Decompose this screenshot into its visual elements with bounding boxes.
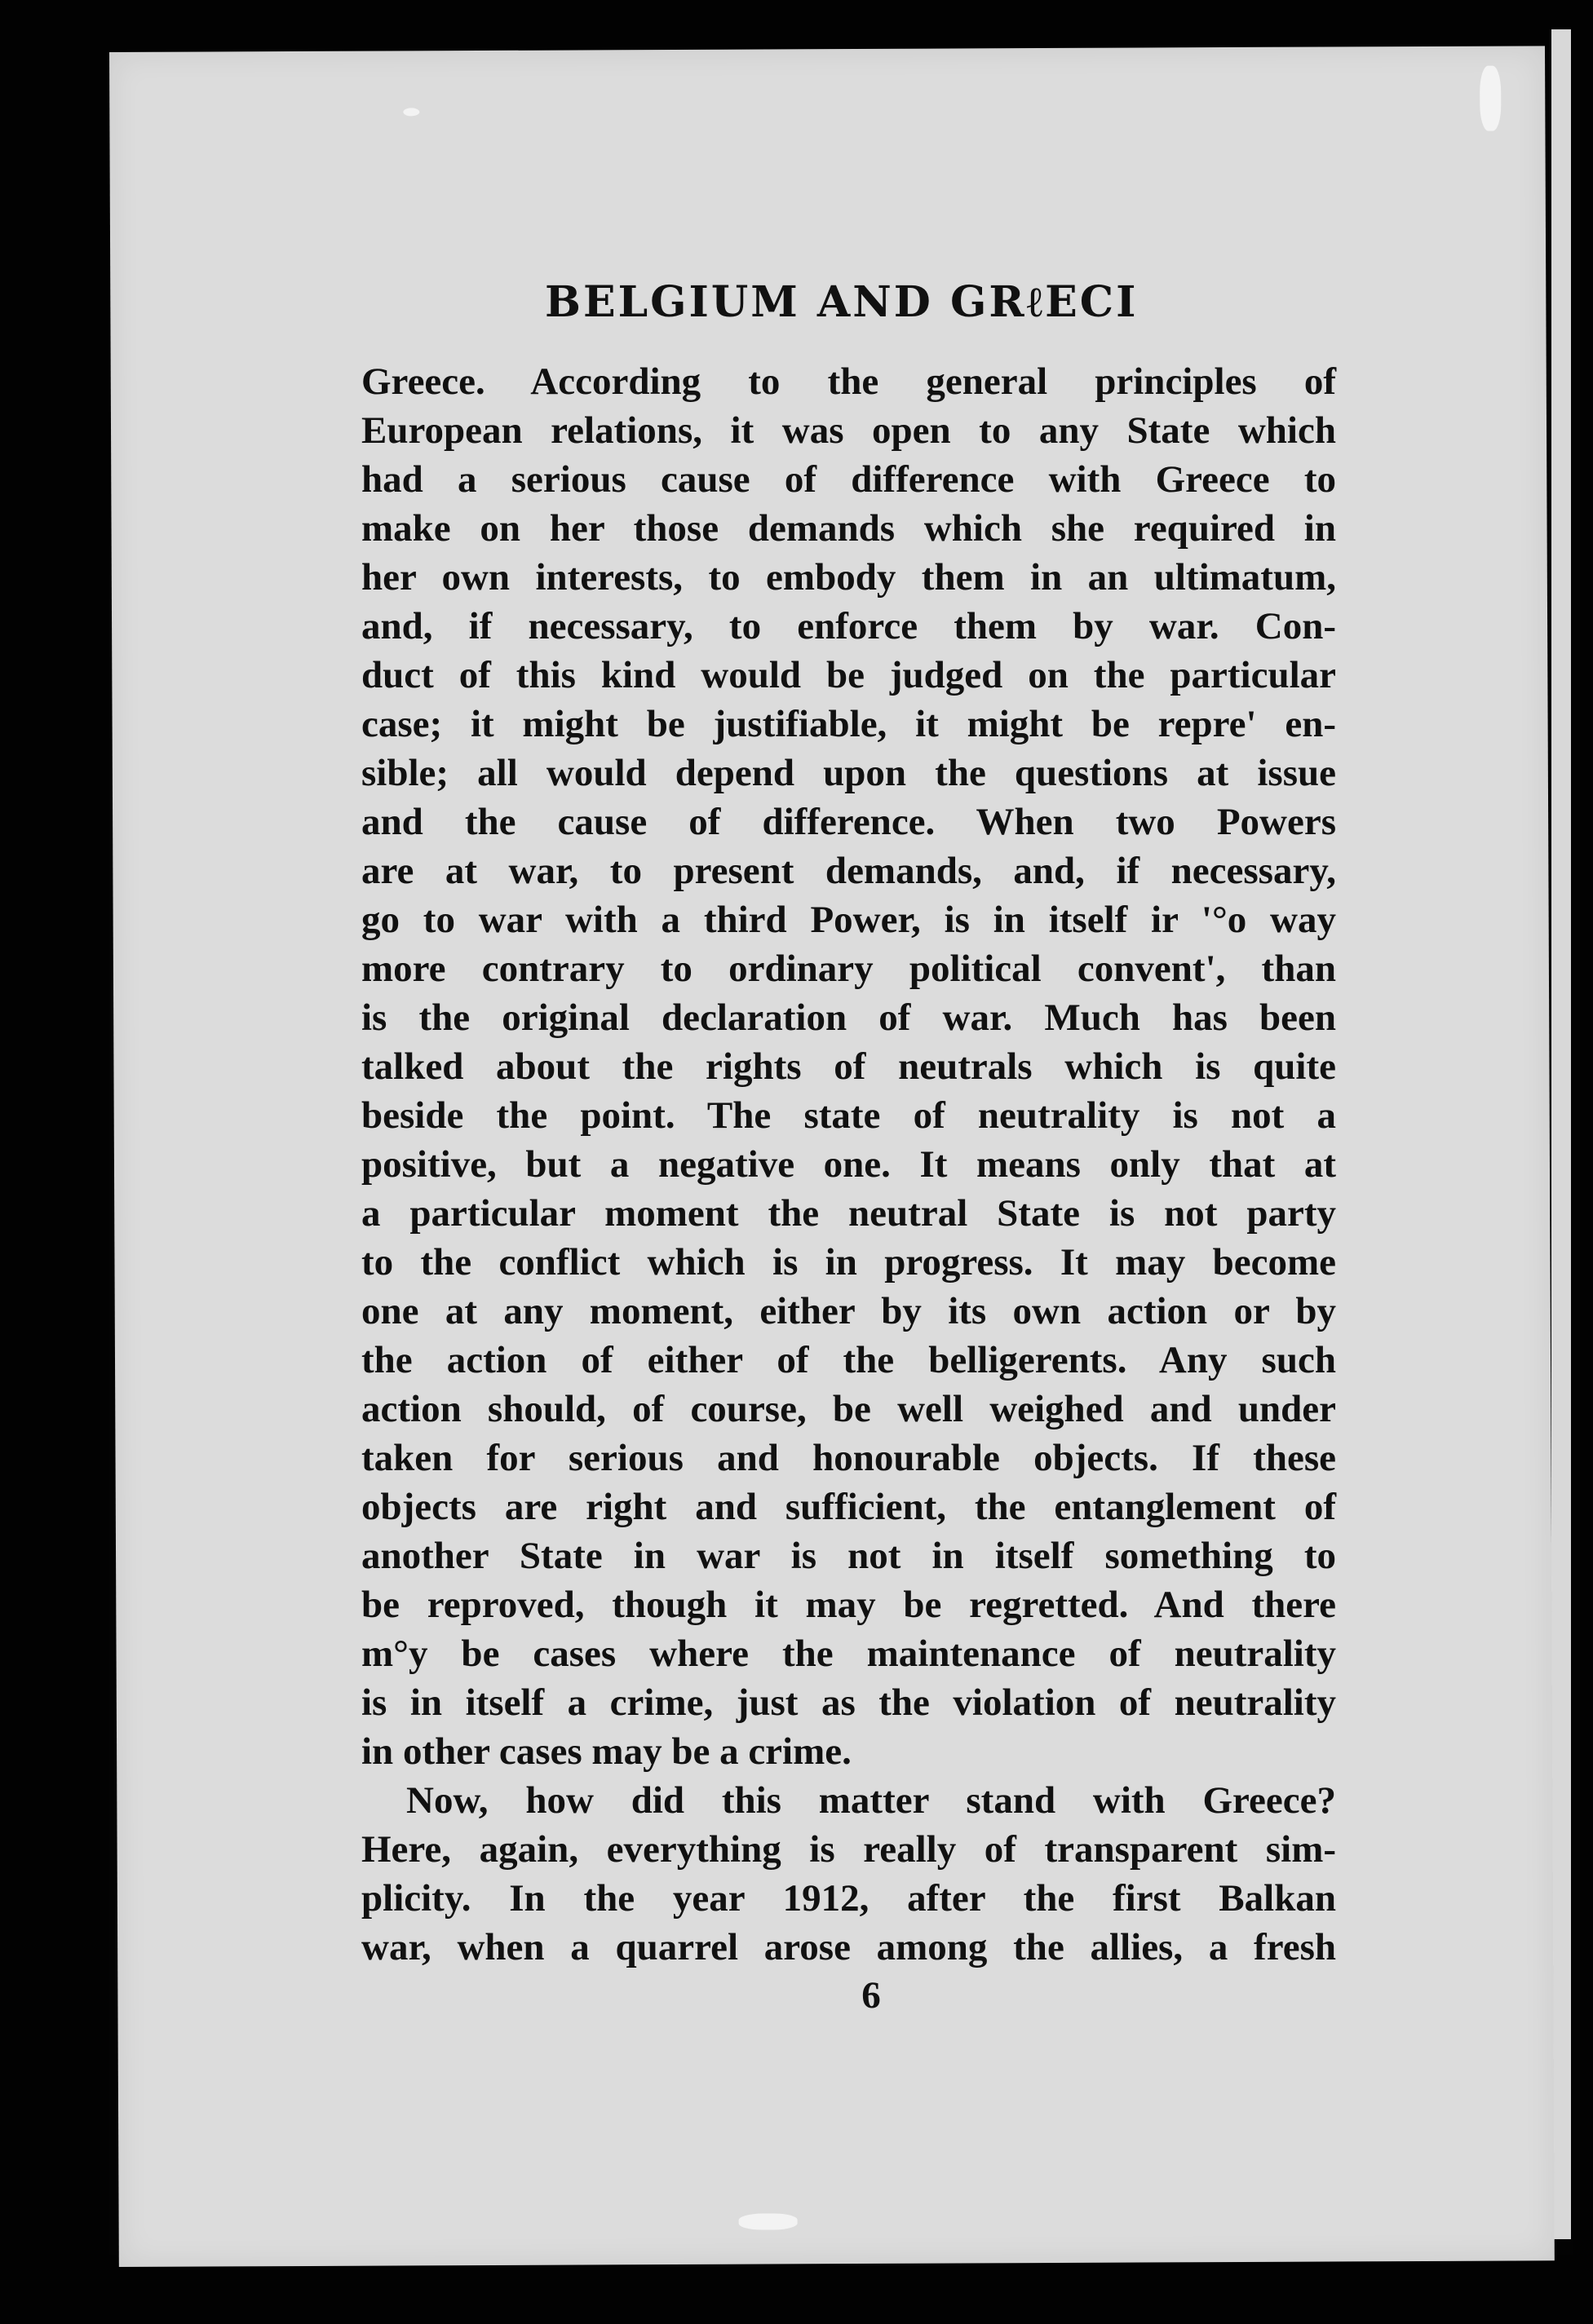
page-heading: BELGIUM AND GRℓECI bbox=[545, 277, 1139, 327]
text-line: and, if necessary, to enforce them by war. Con- bbox=[361, 605, 1336, 647]
text-line: Here, again, everything is really of transparent sim- bbox=[361, 1828, 1336, 1871]
text-line: a particular moment the neutral State is not party bbox=[361, 1192, 1336, 1235]
left-dark-edge bbox=[0, 0, 109, 2324]
page-speck bbox=[739, 2213, 798, 2229]
top-dark-edge bbox=[0, 0, 1593, 52]
text-line: sible; all would depend upon the questions at issue bbox=[361, 752, 1336, 794]
text-line: war, when a quarrel arose among the allies, a fresh bbox=[361, 1926, 1336, 1968]
text-line: had a serious cause of difference with Greece to bbox=[361, 458, 1336, 501]
adjacent-page-strip bbox=[1551, 29, 1571, 2239]
text-line: duct of this kind would be judged on the particular bbox=[361, 654, 1336, 696]
text-line: objects are right and sufficient, the entanglement of bbox=[361, 1486, 1336, 1528]
page-speck bbox=[403, 108, 419, 116]
text-line: one at any moment, either by its own action or by bbox=[361, 1290, 1336, 1332]
text-line: is the original declaration of war. Much has been bbox=[361, 996, 1336, 1039]
text-line: plicity. In the year 1912, after the first Balkan bbox=[361, 1877, 1336, 1920]
text-line: talked about the rights of neutrals which is quite bbox=[361, 1045, 1336, 1088]
text-line: make on her those demands which she required in bbox=[361, 507, 1336, 550]
text-line: Now, how did this matter stand with Greece? bbox=[406, 1779, 1336, 1822]
text-line: in other cases may be a crime. bbox=[361, 1730, 852, 1773]
right-dark-edge bbox=[1573, 0, 1593, 2324]
text-line: to the conflict which is in progress. It may become bbox=[361, 1241, 1336, 1284]
text-line: is in itself a crime, just as the violation of neutrality bbox=[361, 1681, 1336, 1724]
text-line: beside the point. The state of neutrality is not a bbox=[361, 1094, 1336, 1137]
text-line: taken for serious and honourable objects. If these bbox=[361, 1437, 1336, 1479]
page-speck bbox=[1480, 66, 1501, 131]
text-line: Greece. According to the general principles of bbox=[361, 360, 1336, 403]
text-line: go to war with a third Power, is in itself ir '°o way bbox=[361, 899, 1336, 941]
text-line: another State in war is not in itself something to bbox=[361, 1535, 1336, 1577]
body-text bbox=[361, 357, 1336, 1972]
text-line: her own interests, to embody them in an ultimatum, bbox=[361, 556, 1336, 599]
text-line: European relations, it was open to any State which bbox=[361, 409, 1336, 452]
text-line: and the cause of difference. When two Powers bbox=[361, 801, 1336, 843]
text-line: m°y be cases where the maintenance of neutrality bbox=[361, 1633, 1336, 1675]
text-line: case; it might be justifiable, it might be repre' en- bbox=[361, 703, 1336, 745]
page-number: 6 bbox=[861, 1974, 881, 2017]
text-line: the action of either of the belligerents. Any such bbox=[361, 1339, 1336, 1381]
text-line: are at war, to present demands, and, if necessary, bbox=[361, 850, 1336, 892]
text-line: be reproved, though it may be regretted. And there bbox=[361, 1584, 1336, 1626]
text-line: more contrary to ordinary political convent', than bbox=[361, 948, 1336, 990]
text-line: action should, of course, be well weighed and under bbox=[361, 1388, 1336, 1430]
text-line: positive, but a negative one. It means only that at bbox=[361, 1143, 1336, 1186]
